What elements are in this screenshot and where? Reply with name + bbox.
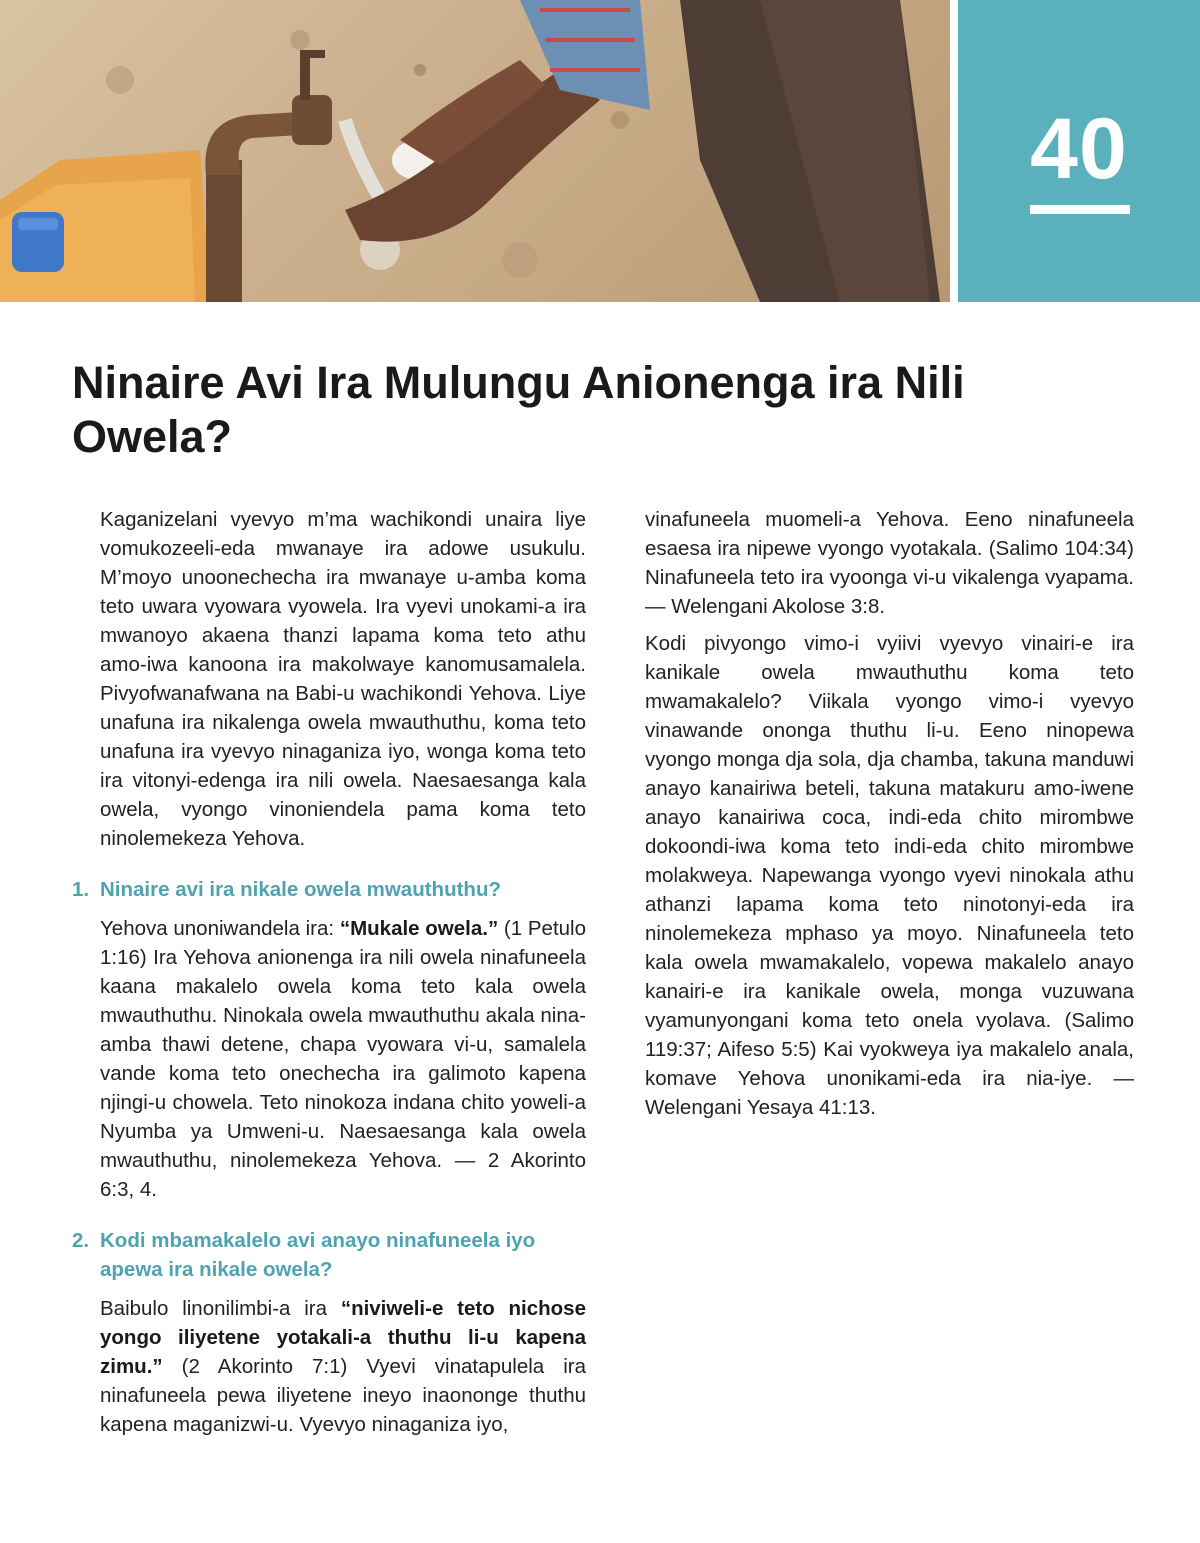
answer-2-continued-paragraph: Kodi pivyongo vimo-i vyiivi vyevyo vinairi-e ira kanikale owela mwauthuthu koma teto mwamakalelo? Viikala vyongo vimo-i vyevyo vinawande ononga thuthu li-u. Eeno ninopewa vyongo monga dja sola, dja chamba, takuna manduwi anayo kanairiwa beteli, takuna matakuru amo-iwene anayo kanairiwa coca, indi-eda chito mirombwe dokoondi-iwa koma teto indi-eda chito mirombwe molakweya. Napewanga vyongo vyevi ninokala athu athanzi lapama koma teto ninotonyi-eda ira ninolemekeza mphaso ya moyo. Ninafuneela teto kala owela mwamakalelo, vopewa makalelo anayo kanairi-e ira kanikale owela, monga vuzuwana vyamunyongani koma teto onela vyolava. (Salimo 119:37; Aifeso 5:5) Kai vyokweya iya makalelo anala, komave Yehova unonikami-eda ira nia-iye. — Welengani Yesaya 41:13. — [645, 632, 1134, 1119]
question-2 — [72, 1226, 586, 1284]
answer-2-paragraph — [100, 1294, 586, 1439]
answer-2-lead: Baibulo linonilimbi-a ira — [100, 1297, 341, 1320]
left-column — [72, 505, 587, 1439]
answer-1-lead: Yehova unoniwandela ira: — [100, 917, 340, 940]
answer-1-paragraph — [100, 914, 586, 1204]
chapter-underline — [1030, 205, 1130, 214]
answer-2-body: (2 Akorinto 7:1) Vyevi vinatapulela ira ninafuneela pewa iliyetene ineyo inaononge thuthu kapena maganizwi-u. Vyevyo ninaganiza iyo, — [100, 1355, 586, 1436]
right-column — [645, 505, 1134, 1122]
question-2-text: Kodi mbamakalelo avi anayo ninafuneela iyo apewa ira nikale owela? — [100, 1229, 536, 1281]
chapter-number: 40 — [1030, 101, 1128, 197]
answer-2-overflow-paragraph: vinafuneela muomeli-a Yehova. Eeno ninafuneela esaesa ira nipewe vyongo vyotakala. (Salimo 104:34) Ninafuneela teto ira vyoonga vi-u vikalenga vyapama. — Welengani Akolose 3:8. — [645, 508, 1134, 618]
page-title: Ninaire Avi Ira Mulungu Anionenga ira Nili Owela? — [72, 357, 965, 462]
chapter-number-box — [958, 0, 1200, 302]
answer-2-quote: “niviweli-e teto nichose yongo iliyetene yotakali-a thuthu li-u kapena zimu.” — [100, 1297, 586, 1378]
answer-1-body: (1 Petulo 1:16) Ira Yehova anionenga ira nili owela ninafuneela kaana makalelo owela koma teto kala owela mwauthuthu. Ninokala owela mwauthuthu akala nina-amba thawi detene, chapa vyowara vi-u, samalela vande koma teto onechecha ira galimoto kapena njingi-u chowela. Teto ninokoza indana chito yoweli-a Nyumba ya Umweni-u. Naesaesanga kala owela mwauthuthu, ninolemekeza Yehova. — 2 Akorinto 6:3, 4. — [100, 917, 587, 1201]
question-1-number: 1. — [72, 878, 90, 901]
question-1-text: Ninaire avi ira nikale owela mwauthuthu? — [100, 878, 501, 901]
answer-1-quote: “Mukale owela.” — [339, 917, 499, 940]
question-1 — [72, 875, 586, 904]
header-photo — [0, 0, 950, 302]
question-2-number: 2. — [72, 1229, 90, 1252]
intro-paragraph: Kaganizelani vyevyo m’ma wachikondi unaira liye vomukozeeli-eda mwanaye ira adowe usukulu. M’moyo unoonechecha ira mwanaye u-amba koma teto uwara vyowara vyowela. Ira vyevi unokami-a ira mwanoyo akaena thanzi lapama koma teto athu amo-iwa kanoona ira makolwaye kanomusamalela. Pivyofwanafwana na Babi-u wachikondi Yehova. Liye unafuna ira nikalenga owela mwauthuthu, koma teto unafuna ira vyevyo ninaganiza iyo, wonga koma teto ira vitonyi-edenga ira nili owela. Naesaesanga kala owela, vyongo vinoniendela pama koma teto ninolemekeza Yehova. — [100, 508, 586, 850]
hands-washing-at-tap-photo — [0, 0, 950, 302]
